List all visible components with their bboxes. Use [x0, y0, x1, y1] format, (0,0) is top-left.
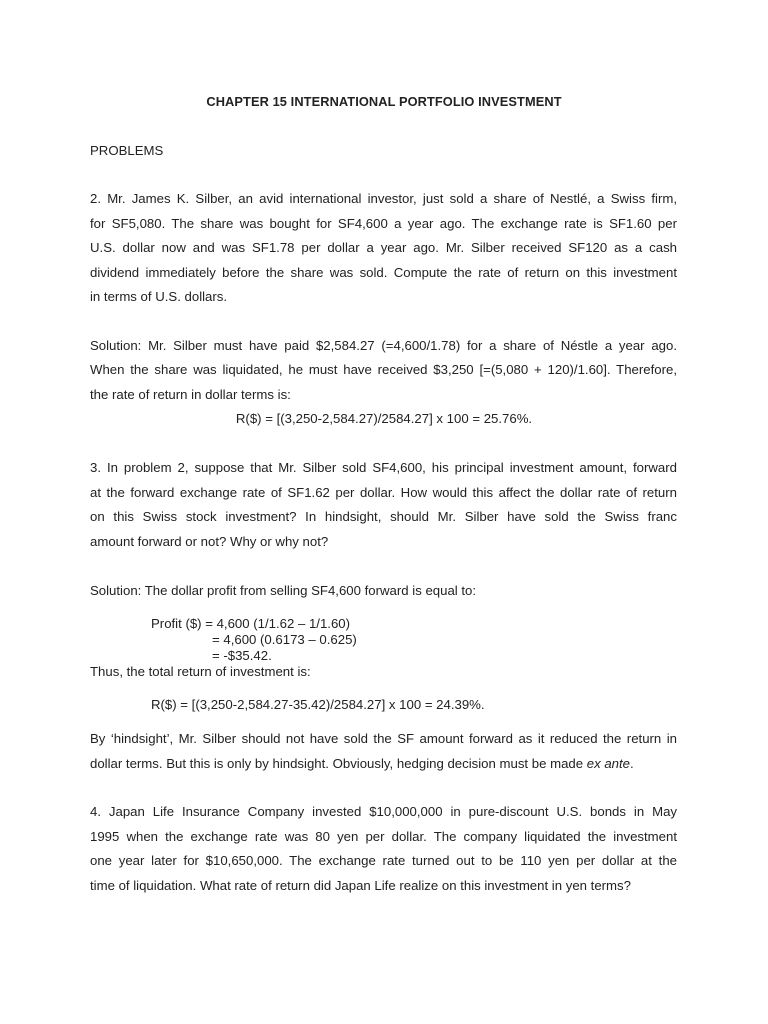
problem-2-line-5: in terms of U.S. dollars. [90, 289, 228, 304]
problem-3-line-3: on this Swiss stock investment? In hindsight, should Mr. Silber have sold the Swiss franc [90, 509, 677, 524]
solution-2-line-1: Solution: Mr. Silber must have paid $2,584.27 (=4,600/1.78) for a share of Néstle a year ago. [90, 338, 677, 353]
section-heading: PROBLEMS [90, 143, 164, 158]
hindsight-line-1: By ‘hindsight’, Mr. Silber should not have sold the SF amount forward as it reduced the return in [90, 731, 677, 746]
solution-2-line-3: the rate of return in dollar terms is: [90, 387, 291, 402]
hindsight-line-2-end: . [630, 756, 634, 771]
ex-ante-italic: ex ante [586, 756, 630, 771]
solution-2-formula: R($) = [(3,250-2,584.27)/2584.27] x 100 = 25.76%. [235, 411, 533, 426]
profit-line-3: = -$35.42. [212, 648, 272, 663]
problem-3-line-1: 3. In problem 2, suppose that Mr. Silber sold SF4,600, his principal investment amount, forward [90, 460, 677, 475]
problem-4-line-3: one year later for $10,650,000. The exchange rate turned out to be 110 yen per dollar at the [90, 853, 677, 868]
problem-3-line-4: amount forward or not? Why or why not? [90, 534, 329, 549]
hindsight-line-2 [90, 756, 634, 772]
problem-4-line-4: time of liquidation. What rate of return did Japan Life realize on this investment in yen terms? [90, 878, 631, 893]
problem-2-line-4: dividend immediately before the share was sold. Compute the rate of return on this investment [90, 265, 677, 280]
profit-line-1: Profit ($) = 4,600 (1/1.62 – 1/1.60) [151, 616, 351, 631]
problem-2-line-2: for SF5,080. The share was bought for SF4,600 a year ago. The exchange rate is SF1.60 per [90, 216, 677, 231]
solution-3-formula: R($) = [(3,250-2,584.27-35.42)/2584.27] x 100 = 24.39%. [151, 697, 485, 712]
chapter-title: CHAPTER 15 INTERNATIONAL PORTFOLIO INVESTMENT [206, 94, 562, 109]
hindsight-line-2-text: dollar terms. But this is only by hindsight. Obviously, hedging decision must be made [90, 756, 587, 771]
problem-4-line-2: 1995 when the exchange rate was 80 yen per dollar. The company liquidated the investment [90, 829, 677, 844]
total-return-intro: Thus, the total return of investment is: [90, 664, 311, 679]
problem-2-line-1: 2. Mr. James K. Silber, an avid international investor, just sold a share of Nestlé, a Swiss firm, [90, 191, 677, 206]
solution-2-line-2: When the share was liquidated, he must have received $3,250 [=(5,080 + 120)/1.60]. Therefore, [90, 362, 677, 377]
problem-2-line-3: U.S. dollar now and was SF1.78 per dollar a year ago. Mr. Silber received SF120 as a cash [90, 240, 677, 255]
problem-4-line-1: 4. Japan Life Insurance Company invested $10,000,000 in pure-discount U.S. bonds in May [90, 804, 677, 819]
problem-3-line-2: at the forward exchange rate of SF1.62 per dollar. How would this affect the dollar rate of return [90, 485, 677, 500]
solution-3-intro: Solution: The dollar profit from selling SF4,600 forward is equal to: [90, 583, 477, 598]
profit-line-2: = 4,600 (0.6173 – 0.625) [212, 632, 357, 647]
